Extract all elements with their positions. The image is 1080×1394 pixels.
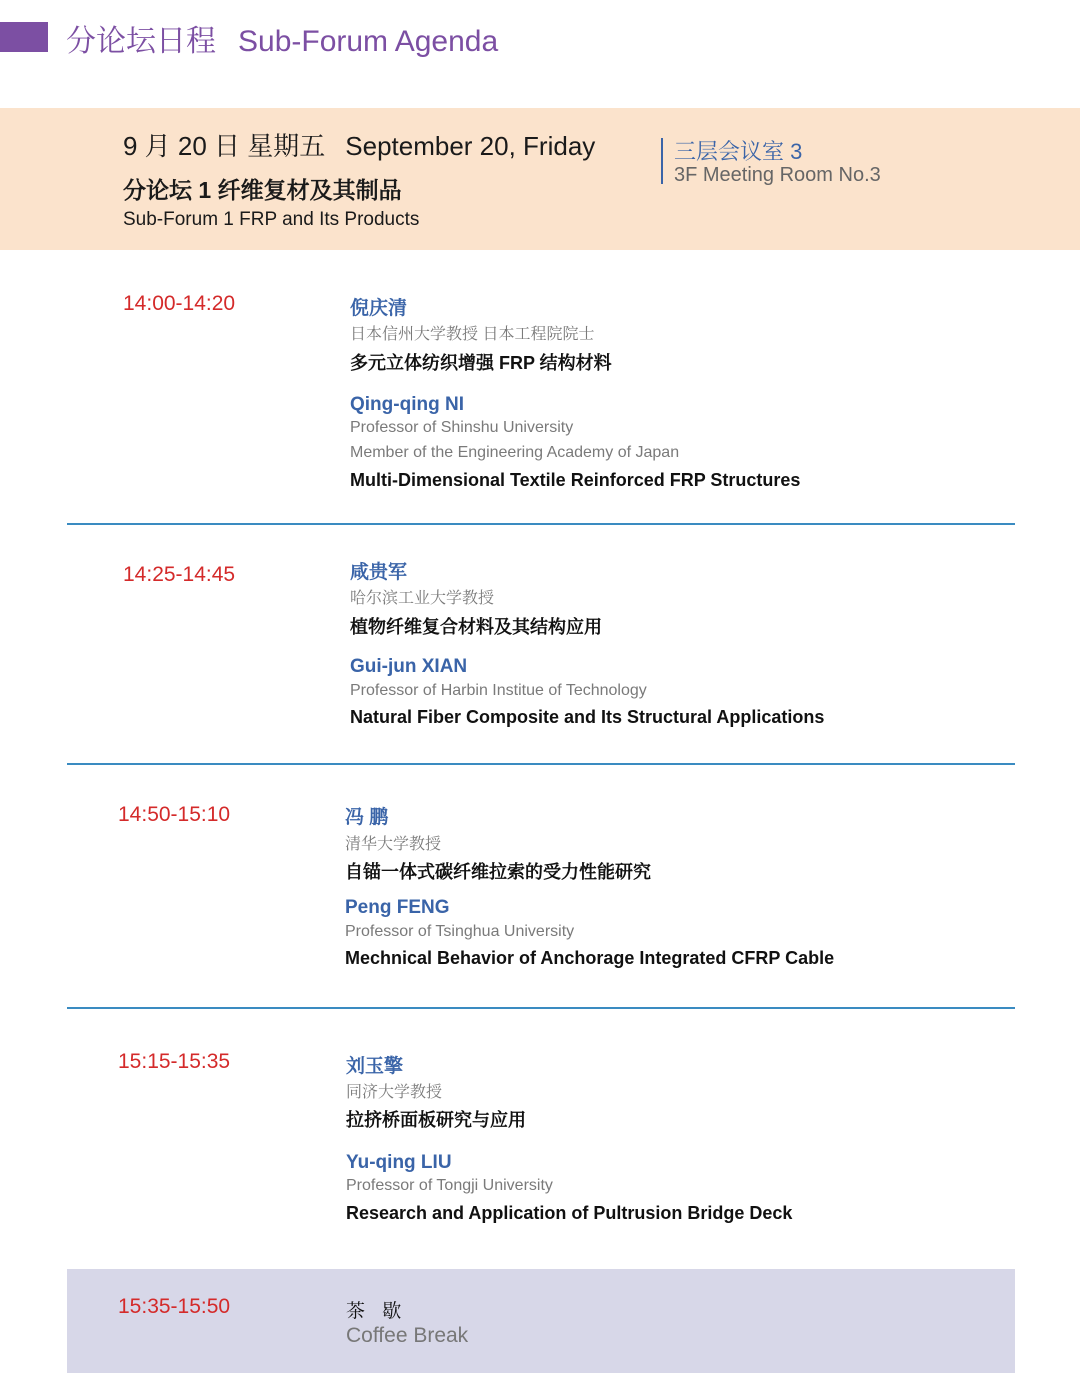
talk-title-en: Research and Application of Pultrusion Bridge Deck	[346, 1203, 793, 1223]
room-name-en: 3F Meeting Room No.3	[674, 164, 881, 186]
speaker-name-en: Yu-qing LIU	[346, 1152, 452, 1173]
speaker-affiliation-en: Member of the Engineering Academy of Japan	[350, 444, 680, 461]
speaker-name-en: Peng FENG	[345, 897, 450, 918]
speaker-affiliation-cn: 同济大学教授	[346, 1084, 443, 1101]
speaker-affiliation-cn: 哈尔滨工业大学教授	[350, 590, 495, 607]
coffee-break-time: 15:35-15:50	[118, 1295, 231, 1318]
speaker-affiliation-cn: 日本信州大学教授 日本工程院院士	[350, 326, 595, 343]
coffee-break-label-cn: 茶 歇	[346, 1301, 408, 1322]
speaker-affiliation-en: Professor of Shinshu University	[350, 419, 574, 436]
speaker-name-cn: 冯 鹏	[345, 807, 389, 828]
session-time: 15:15-15:35	[118, 1050, 231, 1073]
session-time: 14:25-14:45	[123, 563, 236, 586]
talk-title-cn: 多元立体纺织增强 FRP 结构材料	[350, 353, 612, 373]
page-title-cn: 分论坛日程	[66, 25, 216, 58]
speaker-name-cn: 刘玉擎	[346, 1056, 404, 1077]
forum-name-cn: 分论坛 1 纤维复材及其制品	[123, 177, 402, 203]
session-time: 14:00-14:20	[123, 292, 236, 315]
speaker-name-en: Gui-jun XIAN	[350, 656, 468, 677]
room-divider-line	[661, 138, 663, 184]
talk-title-cn: 植物纤维复合材料及其结构应用	[350, 617, 602, 637]
session-time: 14:50-15:10	[118, 803, 231, 826]
speaker-name-cn: 咸贵军	[350, 562, 408, 583]
forum-name-en: Sub-Forum 1 FRP and Its Products	[123, 209, 420, 230]
speaker-affiliation-en: Professor of Tongji University	[346, 1177, 553, 1194]
session-divider	[67, 1007, 1015, 1009]
speaker-affiliation-cn: 清华大学教授	[345, 836, 442, 853]
speaker-name-en: Qing-qing NI	[350, 394, 464, 415]
talk-title-en: Natural Fiber Composite and Its Structural Applications	[350, 707, 825, 727]
page-title-en: Sub-Forum Agenda	[238, 25, 499, 58]
forum-date	[123, 126, 595, 163]
room-name-cn: 三层会议室 3	[674, 139, 803, 164]
forum-date-cn: 9 月 20 日 星期五	[123, 131, 326, 161]
talk-title-en: Mechnical Behavior of Anchorage Integrated CFRP Cable	[345, 948, 835, 968]
coffee-break-label-en: Coffee Break	[346, 1324, 469, 1347]
page-title	[66, 16, 498, 60]
talk-title-cn: 拉挤桥面板研究与应用	[346, 1110, 526, 1130]
coffee-break-band	[67, 1269, 1015, 1373]
title-accent-bar	[0, 22, 48, 52]
forum-date-en: September 20, Friday	[345, 131, 596, 161]
speaker-affiliation-en: Professor of Harbin Institue of Technology	[350, 682, 647, 699]
speaker-name-cn: 倪庆清	[350, 298, 408, 319]
talk-title-en: Multi-Dimensional Textile Reinforced FRP Structures	[350, 470, 801, 490]
talk-title-cn: 自锚一体式碳纤维拉索的受力性能研究	[345, 862, 651, 882]
speaker-affiliation-en: Professor of Tsinghua University	[345, 923, 575, 940]
session-divider	[67, 523, 1015, 525]
session-divider	[67, 763, 1015, 765]
